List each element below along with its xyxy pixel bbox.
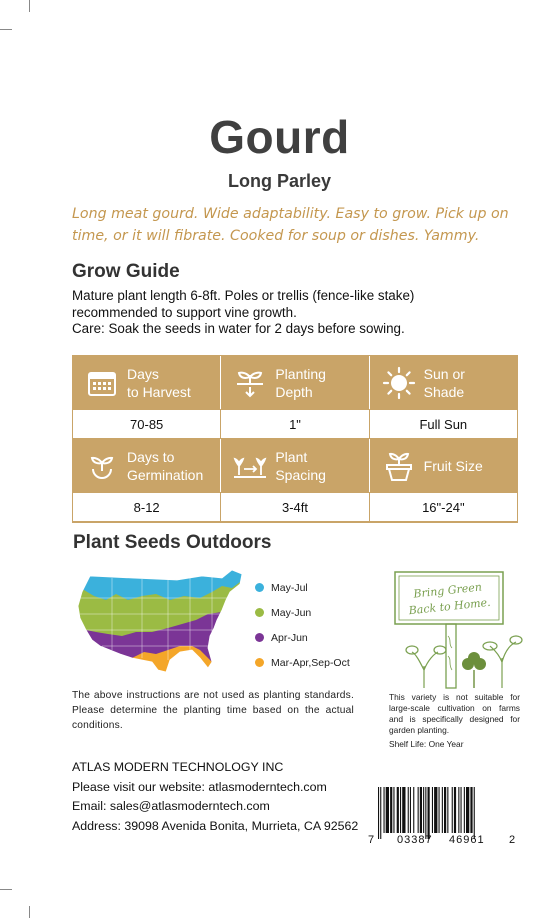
header-days-to-germination xyxy=(73,439,221,492)
legend-label: Apr-Jun xyxy=(271,631,308,644)
map-legend xyxy=(255,575,350,675)
product-description: Long meat gourd. Wide adaptability. Easy to grow. Pick up on time, or it will fibrate. Cooked for soup or dishes. Yammy. xyxy=(72,206,509,244)
barcode-bar xyxy=(452,787,453,833)
grow-guide-line-1: Mature plant length 6-8ft. Poles or trellis (fence-like stake) xyxy=(72,288,415,303)
grow-guide-line-3: Care: Soak the seeds in water for 2 days before sowing. xyxy=(72,321,405,336)
barcode-bar xyxy=(432,787,433,833)
value-fruit-size: 16"-24" xyxy=(370,492,517,522)
variety-notice: This variety is not suitable for large-scale cultivation on farms and is specifically designed for garden planting. xyxy=(389,692,520,735)
legend-label: May-Jun xyxy=(271,606,312,619)
table-header-row-1 xyxy=(73,356,517,409)
sun-icon xyxy=(382,366,416,400)
barcode-check-digit: 2 xyxy=(509,834,516,846)
barcode-bar xyxy=(474,787,475,839)
header-label-line: Germination xyxy=(127,466,204,483)
plant-spacing-icon xyxy=(233,449,267,483)
shelf-life: Shelf Life: One Year xyxy=(389,739,464,749)
company-address: Address: 39098 Avenida Bonita, Murrieta, CA 92562 xyxy=(72,818,359,833)
barcode-bar xyxy=(408,787,409,833)
legend-label: May-Jul xyxy=(271,581,308,594)
barcode-bar xyxy=(410,787,411,833)
grow-guide-table xyxy=(72,355,518,523)
header-sun-or-shade xyxy=(370,356,517,409)
header-label-line: Days xyxy=(127,365,159,382)
barcode-bar xyxy=(464,787,465,833)
header-label-line: Spacing xyxy=(275,466,326,483)
company-email: Email: sales@atlasmoderntech.com xyxy=(72,799,270,813)
product-variety: Long Parley xyxy=(227,171,332,191)
sign-text-line-1: Bring Green xyxy=(412,580,483,601)
legend-item xyxy=(255,575,350,600)
value-sun-or-shade: Full Sun xyxy=(370,409,517,439)
crop-mark-bottom-left-v xyxy=(29,906,30,918)
barcode-bar xyxy=(384,787,385,833)
barcode-bar xyxy=(458,787,459,833)
barcode-bar xyxy=(442,787,443,833)
barcode-right-group: 46961 xyxy=(449,834,485,846)
barcode-bar xyxy=(423,787,424,833)
calendar-icon xyxy=(85,366,119,400)
barcode-left-group: 03387 xyxy=(397,834,433,846)
company-info xyxy=(72,758,358,836)
header-label-line: Plant xyxy=(275,448,308,465)
header-label-line: Days to xyxy=(127,448,175,465)
sign-text-line-2: Back to Home. xyxy=(408,595,492,618)
sprout-icon xyxy=(85,449,119,483)
barcode-bar xyxy=(418,787,419,833)
planting-disclaimer: The above instructions are not used as planting standards. Please determine the planting time based on the actual conditions. xyxy=(72,690,354,731)
value-planting-depth: 1" xyxy=(221,409,369,439)
crop-mark-top-left-v xyxy=(29,0,30,12)
header-fruit-size xyxy=(370,439,517,492)
header-planting-depth xyxy=(221,356,369,409)
grow-guide-text xyxy=(72,288,492,338)
barcode-bar xyxy=(425,787,426,839)
barcode-bar xyxy=(413,787,414,833)
value-days-to-germination: 8-12 xyxy=(73,492,221,522)
legend-label: Mar-Apr,Sep-Oct xyxy=(271,656,350,669)
garden-sign-illustration xyxy=(390,566,525,690)
barcode-bar xyxy=(439,787,440,833)
barcode-bar xyxy=(402,787,405,833)
barcode-bar xyxy=(461,787,462,833)
grow-guide-heading: Grow Guide xyxy=(72,261,180,282)
value-plant-spacing: 3-4ft xyxy=(221,492,369,522)
table-header-row-2 xyxy=(73,439,517,492)
barcode-bar xyxy=(466,787,469,833)
barcode-bar xyxy=(400,787,401,833)
pot-plant-icon xyxy=(382,449,416,483)
header-label-line: Shade xyxy=(423,383,465,400)
table-value-row-1 xyxy=(73,409,517,439)
seedling-depth-icon xyxy=(233,366,267,400)
barcode-bar xyxy=(420,787,422,833)
header-days-to-harvest xyxy=(73,356,221,409)
company-website: Please visit our website: atlasmoderntech.com xyxy=(72,779,327,794)
barcode-first-digit: 7 xyxy=(368,834,375,846)
barcode-bar xyxy=(470,787,472,833)
barcode-bar xyxy=(378,787,379,839)
grow-guide-line-2: recommended to support vine growth. xyxy=(72,304,297,320)
legend-dot xyxy=(255,658,264,667)
barcode-bar xyxy=(428,787,430,839)
barcode-bar xyxy=(390,787,392,833)
header-label-line: Fruit Size xyxy=(423,457,483,474)
legend-dot xyxy=(255,608,264,617)
legend-dot xyxy=(255,633,264,642)
header-label-line: Sun or xyxy=(423,365,465,382)
crop-mark-top-left-h xyxy=(0,29,12,30)
barcode-bar xyxy=(447,787,448,833)
legend-item xyxy=(255,650,350,675)
barcode-bar xyxy=(444,787,446,833)
legend-dot xyxy=(255,583,264,592)
product-title: Gourd xyxy=(209,111,350,163)
barcode-bar xyxy=(393,787,394,833)
header-label-line: to Harvest xyxy=(127,383,191,400)
outdoors-heading: Plant Seeds Outdoors xyxy=(73,532,272,553)
header-label-line: Planting xyxy=(275,365,326,382)
header-label-line: Depth xyxy=(275,383,313,400)
value-days-to-harvest: 70-85 xyxy=(73,409,221,439)
barcode-bar xyxy=(434,787,437,833)
legend-item xyxy=(255,600,350,625)
barcode-bar xyxy=(454,787,456,833)
header-plant-spacing xyxy=(221,439,369,492)
barcode xyxy=(366,785,518,847)
barcode-bar xyxy=(386,787,389,833)
barcode-bar xyxy=(397,787,399,833)
barcode-bar xyxy=(380,787,381,839)
company-name: ATLAS MODERN TECHNOLOGY INC xyxy=(72,760,284,774)
legend-item xyxy=(255,625,350,650)
table-value-row-2 xyxy=(73,492,517,522)
crop-mark-bottom-left-h xyxy=(0,889,12,890)
us-planting-zone-map xyxy=(72,566,250,684)
